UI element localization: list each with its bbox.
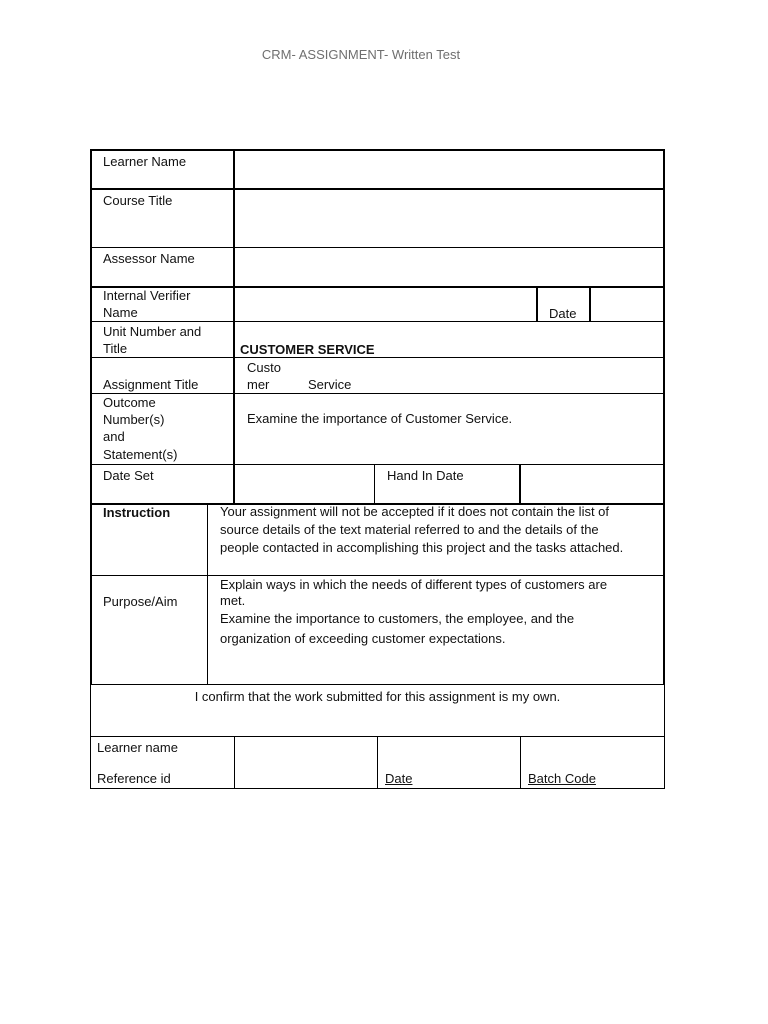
unit-number-label-line1: Unit Number and <box>103 324 202 339</box>
hand-in-date-field[interactable] <box>522 466 662 502</box>
instruction-line2: source details of the text material referred to and the details of the <box>220 522 599 537</box>
outcome-label-line1: Outcome <box>103 395 156 410</box>
learner-name-field[interactable] <box>236 151 662 187</box>
assignment-title-value-line3: Service <box>308 377 352 392</box>
purpose-line2: met. <box>220 593 246 608</box>
assessor-name-label: Assessor Name <box>103 251 195 266</box>
date-set-field[interactable] <box>236 466 373 502</box>
date-set-label: Date Set <box>103 468 154 483</box>
assignment-title-value-line2: mer <box>247 377 270 392</box>
purpose-line1: Explain ways in which the needs of different types of customers are <box>220 577 608 592</box>
outcome-label-line4: Statement(s) <box>103 447 178 462</box>
course-title-label: Course Title <box>103 193 173 208</box>
instruction-line3: people contacted in accomplishing this project and the tasks attached. <box>220 540 624 555</box>
instruction-line1: Your assignment will not be accepted if it does not contain the list of <box>220 504 610 519</box>
learner-name-label: Learner Name <box>103 154 187 169</box>
instruction-label: Instruction <box>103 505 171 520</box>
footer-batch-code-label: Batch Code <box>528 771 596 786</box>
footer-reference-id-label: Reference id <box>97 771 171 786</box>
assignment-title-value-line1: Custo <box>247 360 281 375</box>
footer-learner-name-label: Learner name <box>97 740 178 755</box>
internal-verifier-label-line2: Name <box>103 305 138 320</box>
purpose-line3: Examine the importance to customers, the employee, and the <box>220 611 575 626</box>
assessor-name-field[interactable] <box>236 249 662 285</box>
outcome-label-line2: Number(s) <box>103 412 165 427</box>
footer-learner-field[interactable] <box>235 737 376 787</box>
verifier-date-label: Date <box>549 306 577 321</box>
verifier-date-field[interactable] <box>592 288 662 320</box>
unit-title-value: CUSTOMER SERVICE <box>240 342 375 357</box>
confirmation-statement: I confirm that the work submitted for this assignment is my own. <box>194 689 561 704</box>
internal-verifier-field[interactable] <box>236 288 535 320</box>
unit-number-label-line2: Title <box>103 341 128 356</box>
hand-in-date-label: Hand In Date <box>387 468 464 483</box>
assignment-title-label: Assignment Title <box>103 377 199 392</box>
internal-verifier-label-line1: Internal Verifier <box>103 288 191 303</box>
purpose-line4: organization of exceeding customer expectations. <box>220 631 506 646</box>
course-title-field[interactable] <box>236 190 662 246</box>
document-title: CRM- ASSIGNMENT- Written Test <box>261 47 461 62</box>
outcome-statement: Examine the importance of Customer Service. <box>247 411 513 426</box>
purpose-label: Purpose/Aim <box>103 594 178 609</box>
footer-date-label: Date <box>385 771 413 786</box>
outcome-label-line3: and <box>103 429 125 444</box>
